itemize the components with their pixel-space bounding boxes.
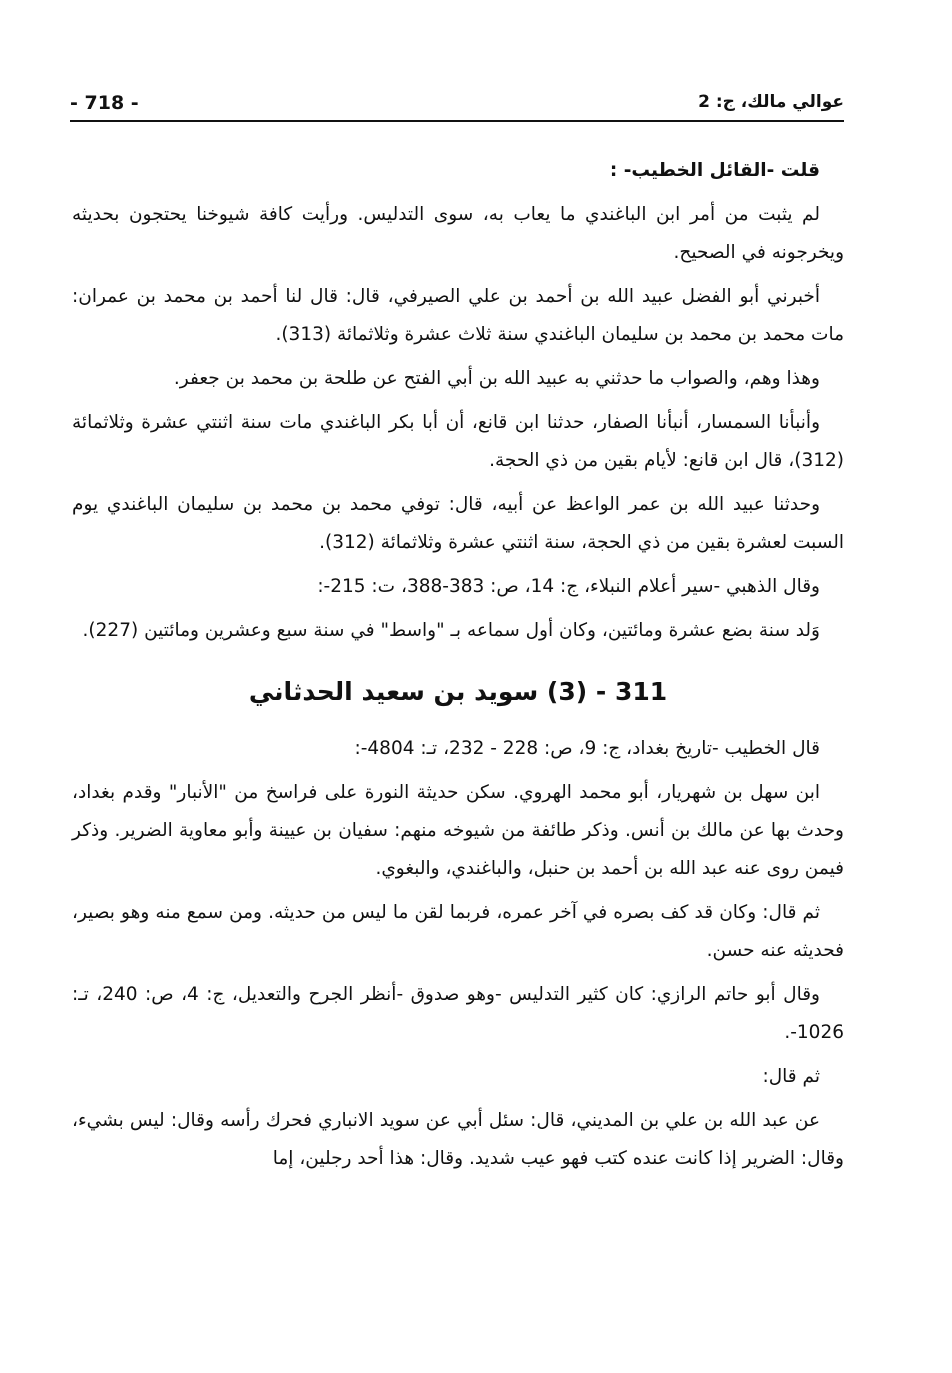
paragraph: وهذا وهم، والصواب ما حدثني به عبيد الله بن أبي الفتح عن طلحة بن محمد بن جعفر. <box>173 368 820 389</box>
paragraph: ثم قال: وكان قد كف بصره في آخر عمره، فربما لقن ما ليس من حديثه. ومن سمع منه وهو بصير، فحديثه عنه حسن. <box>72 902 844 961</box>
paragraph: وقال أبو حاتم الرازي: كان كثير التدليس -وهو صدوق -أنظر الجرح والتعديل، ج: 4، ص: 240، تـ: 1026-. <box>72 984 844 1043</box>
paragraph: قال الخطيب -تاريخ بغداد، ج: 9، ص: 228 - 232، تـ: 4804-: <box>354 738 820 759</box>
running-title: عوالي مالك، ج: 2 <box>698 92 844 112</box>
body-text <box>72 152 844 1184</box>
paragraph: لم يثبت من أمر ابن الباغندي ما يعاب به، سوى التدليس. ورأيت كافة شيوخنا يحتجون بحديثه ويخرجونه في الصحيح. <box>72 204 844 263</box>
running-header <box>70 86 844 122</box>
paragraph: وَلد سنة بضع عشرة ومائتين، وكان أول سماعه بـ "واسط" في سنة سبع وعشرين ومائتين (227). <box>82 620 820 641</box>
paragraph: وأنبأنا السمسار، أنبأنا الصفار، حدثنا ابن قانع، أن أبا بكر الباغندي مات سنة اثنتي عشرة وثلاثمائة (312)، قال ابن قانع: لأيام بقين من ذي الحجة. <box>72 412 844 471</box>
paragraph: ابن سهل بن شهريار، أبو محمد الهروي. سكن حديثة النورة على فراسخ من "الأنبار" وقدم بغداد، وحدث بها عن مالك بن أنس. وذكر طائفة من شيوخه منهم: سفيان بن عيينة وأبو معاوية الضرير. وذكر فيمن روى عنه عبد الله بن أحمد بن حنبل، والباغندي، والبغوي. <box>72 782 844 879</box>
paragraph: عن عبد الله بن علي بن المديني، قال: سئل أبي عن سويد الانباري فحرك رأسه وقال: ليس بشيء، وقال: الضرير إذا كانت عنده كتب فهو عيب شديد. وقال: هذا أحد رجلين، إما <box>72 1110 844 1169</box>
paragraph: وقال الذهبي -سير أعلام النبلاء، ج: 14، ص: 383-388، ت: 215-: <box>317 576 820 597</box>
paragraph: وحدثنا عبيد الله بن عمر الواعظ عن أبيه، قال: توفي محمد بن محمد بن سليمان الباغندي يوم السبت لعشرة بقين من ذي الحجة، سنة اثنتي عشرة وثلاثمائة (312). <box>72 494 844 553</box>
paragraph: ثم قال: <box>762 1066 820 1087</box>
paragraph: أخبرني أبو الفضل عبيد الله بن أحمد بن علي الصيرفي، قال: قال لنا أحمد بن محمد بن عمران: مات محمد بن محمد بن سليمان الباغندي سنة ثلاث عشرة وثلاثمائة (313). <box>72 286 844 345</box>
paragraph: قلت -القائل الخطيب- : <box>609 160 820 181</box>
entry-heading: 311 - (3) سويد بن سعيد الحدثاني <box>248 677 668 706</box>
page-number: - 718 - <box>70 92 139 114</box>
